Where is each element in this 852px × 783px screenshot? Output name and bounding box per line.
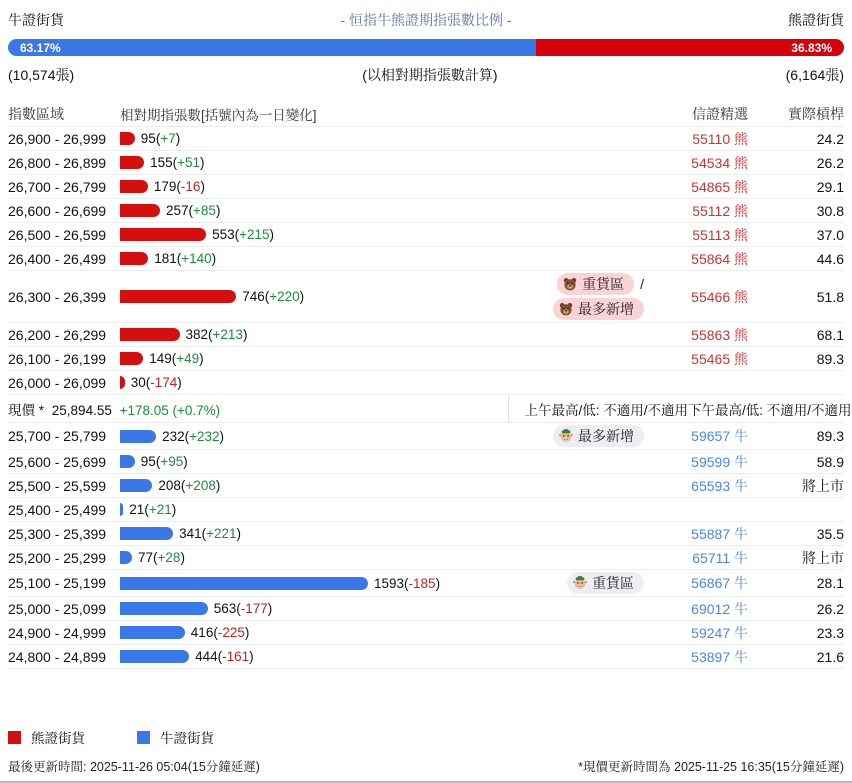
contracts-bar-cell [120,155,656,170]
bear-legend-label: 熊證街貨 [31,731,85,746]
bear-row [8,199,844,223]
bull-row [8,498,844,522]
bear-contracts-bar [120,132,135,145]
price-range-label: 26,300 - 26,399 [8,288,107,305]
cbbc-code-link[interactable]: 54865 熊 [691,178,748,195]
code-cell [656,426,748,446]
contracts-bar-cell [120,179,656,194]
bull-ratio-bar [8,39,536,56]
one-day-change: +208 [185,478,216,493]
bull-icon [558,428,574,444]
contracts-count: 21(+21) [129,502,177,517]
contracts-count: 553(+215) [212,227,275,242]
code-cell [656,153,748,173]
contracts-count: 232(+232) [162,428,225,444]
code-cell [656,325,748,345]
one-day-change: -161 [222,649,250,664]
leverage-value: 89.3 [816,428,844,444]
badge-label: 最多新增 [578,301,634,317]
badges [553,425,644,447]
calc-note: (以相對期指張數計算) [362,67,498,83]
price-range-label: 24,800 - 24,899 [8,648,107,665]
contracts-value: 21 [129,502,145,517]
one-day-change: +28 [157,550,181,565]
bull-contracts-bar [120,527,173,540]
contracts-bar-cell [120,601,656,616]
cbbc-code-link[interactable]: 65593 牛 [691,477,748,494]
current-price-change: +178.05 (+0.7%) [119,402,221,418]
totals-row [8,65,844,85]
contracts-count: 341(+221) [179,526,242,541]
contracts-value: 179 [153,179,177,194]
contracts-count: 179(-16) [153,179,205,194]
pm-high-low: 下午最高/低: 不適用/不適用 [688,402,852,418]
one-day-change: +221 [206,526,237,541]
contracts-value: 208 [158,478,181,493]
bear-row [8,247,844,271]
bull-rows [8,423,844,669]
badge-label: 重貨區 [592,575,634,591]
price-range-label: 26,600 - 26,699 [8,202,107,219]
badges [553,273,644,320]
col-header-code: 信證精選 [692,105,748,122]
bear-row [8,323,844,347]
contracts-bar-cell [120,289,547,304]
cbbc-code-link[interactable]: 55113 熊 [692,226,748,243]
contracts-value: 149 [149,351,172,366]
bull-icon [572,575,588,591]
cbbc-code-link[interactable]: 55864 熊 [691,250,748,267]
bear-icon [558,301,574,317]
contracts-count: 181(+140) [154,251,217,266]
contracts-count: 257(+85) [166,203,221,218]
price-range-label: 24,900 - 24,999 [8,624,107,641]
code-cell [656,623,748,643]
leverage-value: 37.0 [816,226,844,243]
one-day-change: +232 [189,428,220,444]
contracts-bar-cell [120,550,656,565]
contracts-value: 95 [140,131,156,146]
bull-ratio-pct: 63.17% [20,40,61,55]
last-update-time: 最後更新時間: 2025-11-26 05:04(15分鐘延遲) [8,760,260,774]
one-day-change: -225 [217,625,245,640]
badge-label: 重貨區 [582,276,625,292]
bear-icon [562,276,578,292]
leverage-value: 51.8 [816,288,844,305]
contracts-bar-cell [120,251,656,266]
contracts-value: 341 [179,526,202,541]
contracts-value: 746 [242,289,265,304]
bull-row [8,546,844,570]
badge-line [553,425,644,447]
code-cell [656,129,748,149]
badge-line [567,572,644,594]
bear-contracts-bar [120,252,148,265]
bull-row [8,423,844,450]
bear-contracts-bar [120,352,143,365]
table-header-row [8,101,844,127]
contracts-bar-cell [120,203,656,218]
cbbc-code-link[interactable]: 54534 熊 [691,154,748,171]
bear-contracts-bar [120,156,144,169]
price-range-label: 25,100 - 25,199 [8,575,107,591]
bull-legend-swatch [137,731,150,744]
am-high-low: 上午最高/低: 不適用/不適用 [508,395,688,422]
one-day-change: +213 [212,327,243,342]
price-range-label: 26,500 - 26,599 [8,226,107,243]
bear-contracts-bar [120,290,236,303]
bear-row [8,175,844,199]
contracts-bar-cell [120,649,656,664]
bear-row [8,271,844,323]
badge-label: 最多新增 [578,428,634,444]
leverage-value: 將上市 [802,477,844,494]
contracts-count: 149(+49) [149,351,204,366]
current-price-value: 25,894.55 [51,402,112,418]
most-added-badge [553,298,644,320]
legend [8,727,844,747]
contracts-count: 416(-225) [190,625,250,640]
bull-row [8,450,844,474]
bear-row [8,223,844,247]
price-range-label: 25,500 - 25,599 [8,477,107,494]
one-day-change: +140 [181,251,212,266]
bear-ratio-pct: 36.83% [791,40,832,55]
one-day-change: -185 [408,575,436,591]
badge-separator: / [640,276,644,292]
code-cell [656,349,748,369]
contracts-value: 181 [154,251,177,266]
bear-total-contracts: (6,164張) [785,67,844,83]
contracts-bar-cell [120,327,656,342]
one-day-change: +220 [269,289,300,304]
bull-contracts-bar [120,430,156,443]
cbbc-code-link[interactable]: 59599 牛 [691,453,748,470]
bear-contracts-bar [120,204,160,217]
contracts-value: 30 [130,375,146,390]
bull-contracts-bar [120,479,152,492]
cbbc-code-link[interactable]: 59247 牛 [691,624,748,641]
contracts-bar-cell [120,576,561,591]
cbbc-code-link[interactable]: 55112 熊 [692,202,748,219]
leverage-value: 26.2 [816,600,844,617]
code-cell [656,599,748,619]
price-range-label: 25,600 - 25,699 [8,453,107,470]
contracts-bar-cell [120,351,656,366]
contracts-bar-cell [120,227,656,242]
one-day-change: +215 [239,227,270,242]
cbbc-code-link[interactable]: 55110 熊 [692,130,748,147]
current-price-label: 現價 * [8,402,45,418]
bull-contracts-bar [120,551,132,564]
contracts-count: 30(-174) [130,375,182,390]
contracts-value: 444 [195,649,218,664]
contracts-value: 1593 [374,575,405,591]
bull-row [8,645,844,669]
code-cell [656,548,748,568]
bear-rows [8,127,844,395]
cbbc-code-link[interactable]: 53897 牛 [691,648,748,665]
leverage-value: 68.1 [816,326,844,343]
bull-contracts-bar [120,650,189,663]
price-range-label: 26,900 - 26,999 [8,130,107,147]
bull-contracts-bar [120,602,208,615]
code-cell [656,201,748,221]
heavy-zone-badge [567,572,644,594]
one-day-change: +85 [193,203,216,218]
col-header-leverage: 實際槓桿 [788,105,844,122]
cbbc-code-link[interactable]: 69012 牛 [691,600,748,617]
contracts-count: 95(+95) [140,454,188,469]
contracts-count: 444(-161) [195,649,254,664]
leverage-value: 24.2 [816,130,844,147]
bear-contracts-bar [120,180,148,193]
contracts-count: 746(+220) [242,289,305,304]
bull-row [8,597,844,621]
leverage-value: 26.2 [816,154,844,171]
cbbc-code-link[interactable]: 55466 熊 [691,288,748,305]
bear-row [8,151,844,175]
price-range-label: 26,800 - 26,899 [8,154,107,171]
spacer [8,669,844,727]
page-title: - 恒指牛熊證期指張數比例 - [340,12,512,28]
leverage-value: 35.5 [816,525,844,542]
contracts-value: 416 [190,625,214,640]
badge-line [553,298,644,320]
contracts-value: 553 [212,227,235,242]
contracts-count: 1593(-185) [374,575,441,591]
code-cell [656,177,748,197]
price-range-label: 25,400 - 25,499 [8,501,107,518]
contracts-value: 563 [213,601,237,616]
bull-row [8,474,844,498]
cbbc-code-link[interactable]: 55465 熊 [691,350,748,367]
contracts-value: 257 [166,203,189,218]
bull-row [8,522,844,546]
price-update-time: *現價更新時間為 2025-11-25 16:35(15分鐘延遲) [578,760,844,774]
contracts-count: 95(+7) [140,131,181,146]
code-cell [656,249,748,269]
contracts-bar-cell [120,429,547,444]
code-cell [656,476,748,496]
price-range-label: 26,100 - 26,199 [8,350,107,367]
one-day-change: -16 [180,179,201,194]
bear-legend-item [8,727,85,747]
cbbc-table [8,101,852,669]
header-row [8,10,844,30]
contracts-value: 382 [185,327,209,342]
contracts-count: 77(+28) [138,550,185,565]
code-cell [656,573,748,593]
bull-contracts-bar [120,503,123,516]
col-header-region: 指數區域 [8,105,64,122]
leverage-value: 58.9 [816,453,844,470]
bull-contracts-bar [120,626,185,639]
badge-line [557,273,644,295]
code-cell [656,524,748,544]
one-day-change: +49 [176,351,200,366]
contracts-bar-cell [120,502,656,517]
leverage-value: 30.8 [816,202,844,219]
bull-contracts-bar [120,455,135,468]
contracts-count: 382(+213) [185,327,248,342]
bear-legend-swatch [8,731,21,744]
bull-row [8,621,844,645]
contracts-bar-cell [120,625,656,640]
code-cell [656,225,748,245]
cbbc-code-link[interactable]: 55863 熊 [691,326,748,343]
price-range-label: 25,200 - 25,299 [8,549,107,566]
bear-contracts-bar [120,328,180,341]
one-day-change: +7 [160,131,176,146]
code-cell [656,287,748,307]
one-day-change: +51 [177,155,201,170]
price-range-label: 26,000 - 26,099 [8,374,107,391]
most-added-badge [553,425,644,447]
contracts-bar-cell [120,526,656,541]
one-day-change: -177 [240,601,268,616]
bull-contracts-bar [120,577,368,590]
cbbc-code-link[interactable]: 59657 牛 [691,428,748,444]
heavy-zone-badge [557,273,634,295]
contracts-value: 155 [150,155,173,170]
contracts-count: 155(+51) [150,155,205,170]
price-range-label: 25,700 - 25,799 [8,428,107,444]
leverage-value: 21.6 [816,648,844,665]
contracts-value: 77 [138,550,154,565]
contracts-count: 208(+208) [158,478,221,493]
footer [8,757,844,781]
leverage-value: 23.3 [816,624,844,641]
bear-ratio-bar [536,39,844,56]
cbbc-code-link[interactable]: 55887 牛 [691,525,748,542]
code-cell [656,647,748,667]
col-header-contracts: 相對期指張數[括號內為一日變化] [120,107,317,123]
contracts-bar-cell [120,454,656,469]
contracts-bar-cell [120,478,656,493]
one-day-change: -174 [150,375,178,390]
contracts-bar-cell [120,131,656,146]
bull-bear-ratio-bar [8,39,844,56]
contracts-count: 563(-177) [213,601,273,616]
bull-row [8,570,844,597]
leverage-value: 將上市 [802,549,844,566]
price-range-label: 26,400 - 26,499 [8,250,107,267]
current-price-cell [8,399,508,419]
bear-row [8,347,844,371]
code-cell [656,452,748,472]
leverage-value: 44.6 [816,250,844,267]
price-range-label: 26,700 - 26,799 [8,178,107,195]
contracts-value: 95 [140,454,156,469]
current-price-row [8,395,852,423]
bear-contracts-bar [120,228,206,241]
cbbc-code-link[interactable]: 65711 牛 [692,549,748,566]
bear-contracts-bar [120,376,125,389]
price-range-label: 26,200 - 26,299 [8,326,107,343]
bear-row [8,127,844,151]
one-day-change: +21 [148,502,172,517]
leverage-value: 89.3 [816,350,844,367]
bull-total-contracts: (10,574張) [8,67,75,83]
one-day-change: +95 [160,454,184,469]
bear-row [8,371,844,395]
bear-outstanding-label: 熊證街貨 [787,12,844,28]
badges [567,572,644,594]
bull-legend-label: 牛證街貨 [160,731,214,746]
contracts-value: 232 [162,428,185,444]
price-range-label: 25,000 - 25,099 [8,600,107,617]
bull-legend-item [137,727,214,747]
contracts-bar-cell [120,375,656,390]
cbbc-code-link[interactable]: 56867 牛 [691,575,748,591]
leverage-value: 29.1 [816,178,844,195]
bull-outstanding-label: 牛證街貨 [8,12,64,28]
leverage-value: 28.1 [816,575,844,591]
price-range-label: 25,300 - 25,399 [8,525,107,542]
